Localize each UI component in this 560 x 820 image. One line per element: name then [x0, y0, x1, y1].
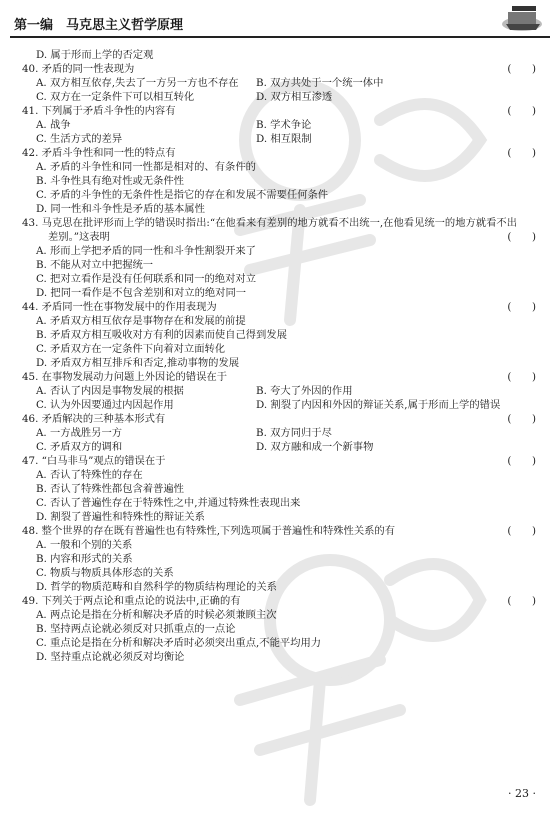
option-row: [18, 342, 542, 356]
option-row: [18, 482, 542, 496]
answer-paren: ( ): [507, 301, 536, 313]
publisher-logo-icon: [490, 4, 546, 34]
option-row: [18, 468, 542, 482]
option: D. 坚持重点论就必须反对均衡论: [36, 651, 185, 663]
answer-paren: ( ): [507, 231, 536, 243]
option: C. 否认了普遍性存在于特殊性之中,并通过特殊性表现出来: [36, 497, 301, 509]
option: C. 把对立看作是没有任何联系和同一的绝对对立: [36, 273, 256, 285]
option-row: [18, 272, 542, 286]
option: D. 割裂了内因和外因的辩证关系,属于形而上学的错误: [256, 399, 501, 411]
option: B. 坚持两点论就必须反对只抓重点的一点论: [36, 623, 236, 635]
answer-paren: ( ): [507, 525, 536, 537]
option: A. 矛盾双方相互依存是事物存在和发展的前提: [36, 315, 246, 327]
option-row: [18, 90, 542, 104]
option-row: [18, 426, 542, 440]
question-text: 差别。”这表明: [48, 231, 110, 243]
option-row: [18, 132, 542, 146]
option: D. 矛盾双方相互排斥和否定,推动事物的发展: [36, 357, 240, 369]
answer-paren: ( ): [507, 63, 536, 75]
question-text: 40. 矛盾的同一性表现为: [22, 63, 135, 75]
option-row: [18, 76, 542, 90]
question-stem: [18, 370, 542, 384]
question-list: [18, 48, 542, 664]
question-stem: [18, 524, 542, 538]
option-row: [18, 244, 542, 258]
option: C. 重点论是指在分析和解决矛盾时必须突出重点,不能平均用力: [36, 637, 322, 649]
option: D. 相互限制: [256, 133, 312, 145]
option: A. 一般和个别的关系: [36, 539, 133, 551]
option-row: [18, 188, 542, 202]
option-row: [18, 286, 542, 300]
option: C. 认为外因要通过内因起作用: [36, 399, 174, 411]
answer-paren: ( ): [507, 413, 536, 425]
option: B. 否认了特殊性都包含着普遍性: [36, 483, 184, 495]
option-row: [18, 258, 542, 272]
page-header: [0, 0, 560, 44]
answer-paren: ( ): [507, 595, 536, 607]
option: B. 夸大了外因的作用: [256, 385, 353, 397]
chapter-title: 第一编 马克思主义哲学原理: [14, 18, 184, 33]
option: D. 割裂了普遍性和特殊性的辩证关系: [36, 511, 205, 523]
option: C. 物质与物质具体形态的关系: [36, 567, 174, 579]
option: B. 不能从对立中把握统一: [36, 259, 154, 271]
answer-paren: ( ): [507, 371, 536, 383]
question-stem: [18, 146, 542, 160]
option: C. 双方在一定条件下可以相互转化: [36, 91, 195, 103]
option: D. 哲学的物质范畴和自然科学的物质结构理论的关系: [36, 581, 277, 593]
option: D. 双方相互渗透: [256, 91, 333, 103]
option-row: [18, 398, 542, 412]
header-rule: [10, 36, 550, 38]
option-row: [18, 510, 542, 524]
option-row: [18, 118, 542, 132]
page-number: · 23 ·: [508, 787, 536, 800]
option-row: [18, 636, 542, 650]
question-stem: [18, 454, 542, 468]
option: A. 一方战胜另一方: [36, 427, 123, 439]
option-row: [18, 608, 542, 622]
option-row: [18, 328, 542, 342]
option: B. 斗争性具有绝对性或无条件性: [36, 175, 184, 187]
option: A. 否认了特殊性的存在: [36, 469, 143, 481]
question-text: 42. 矛盾斗争性和同一性的特点有: [22, 147, 176, 159]
option-row: [18, 384, 542, 398]
question-text: 46. 矛盾解决的三种基本形式有: [22, 413, 166, 425]
answer-paren: ( ): [507, 105, 536, 117]
option-row: [18, 580, 542, 594]
option-row: [18, 538, 542, 552]
question-stem: [18, 216, 542, 230]
question-stem: [18, 594, 542, 608]
option-row: [18, 622, 542, 636]
option-row: [18, 552, 542, 566]
option: A. 战争: [36, 119, 71, 131]
question-text: 43. 马克思在批评形而上学的错误时指出:“在他看来有差别的地方就看不出统一,在他看见统一的地方就看不出: [22, 217, 518, 229]
answer-paren: ( ): [507, 455, 536, 467]
option-row: [18, 440, 542, 454]
option: A. 否认了内因是事物发展的根据: [36, 385, 184, 397]
option: A. 形而上学把矛盾的同一性和斗争性割裂开来了: [36, 245, 256, 257]
option-row: [18, 174, 542, 188]
option: D. 双方融和成一个新事物: [256, 441, 374, 453]
option: B. 双方同归于尽: [256, 427, 332, 439]
option-row: [18, 566, 542, 580]
option: C. 矛盾的斗争性的无条件性是指它的存在和发展不需要任何条件: [36, 189, 329, 201]
option-row: [18, 160, 542, 174]
option: B. 学术争论: [256, 119, 312, 131]
question-text: 47. “白马非马”观点的错误在于: [22, 455, 166, 467]
question-text: 45. 在事物发展动力问题上外因论的错误在于: [22, 371, 227, 383]
option: C. 生活方式的差异: [36, 133, 123, 145]
option-row: [18, 202, 542, 216]
option: A. 矛盾的斗争性和同一性都是相对的、有条件的: [36, 161, 256, 173]
question-text: 44. 矛盾同一性在事物发展中的作用表现为: [22, 301, 217, 313]
answer-paren: ( ): [507, 147, 536, 159]
option-row: [18, 650, 542, 664]
option: A. 两点论是指在分析和解决矛盾的时候必须兼顾主次: [36, 609, 277, 621]
option: C. 矛盾双方的调和: [36, 441, 123, 453]
option: D. 同一性和斗争性是矛盾的基本属性: [36, 203, 205, 215]
option: C. 矛盾双方在一定条件下向着对立面转化: [36, 343, 226, 355]
question-stem-continued: [18, 230, 542, 244]
option: D. 把同一看作是不包含差别和对立的绝对同一: [36, 287, 247, 299]
question-stem: [18, 62, 542, 76]
option: A. 双方相互依存,失去了一方另一方也不存在: [36, 77, 239, 89]
question-stem: [18, 300, 542, 314]
option: B. 内容和形式的关系: [36, 553, 133, 565]
option-row: [18, 356, 542, 370]
lead-option: D. 属于形而上学的否定观: [36, 49, 154, 61]
option-row: [18, 314, 542, 328]
question-stem: [18, 104, 542, 118]
option-row: [18, 496, 542, 510]
question-text: 48. 整个世界的存在既有普遍性也有特殊性,下列选项属于普遍性和特殊性关系的有: [22, 525, 396, 537]
question-text: 41. 下列属于矛盾斗争性的内容有: [22, 105, 176, 117]
question-stem: [18, 412, 542, 426]
question-text: 49. 下列关于两点论和重点论的说法中,正确的有: [22, 595, 241, 607]
option: B. 矛盾双方相互吸收对方有利的因素而使自己得到发展: [36, 329, 287, 341]
option: B. 双方共处于一个统一体中: [256, 77, 384, 89]
